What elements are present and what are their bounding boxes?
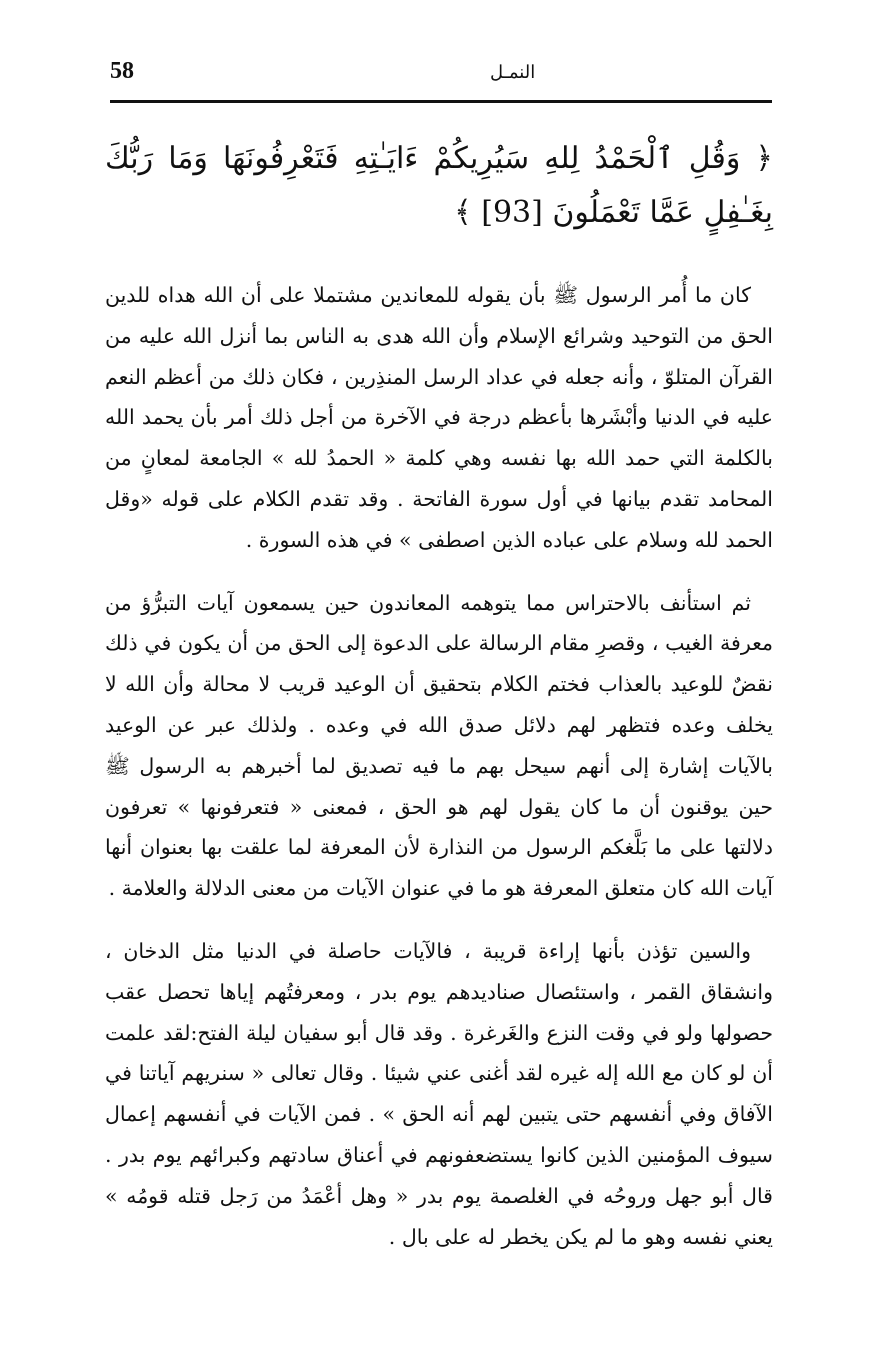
page-header bbox=[110, 58, 772, 96]
commentary-body bbox=[105, 275, 773, 1257]
paragraph-1: كان ما أُمر الرسول ﷺ بأن يقوله للمعاندين مشتملا على أن الله هداه للدين الحق من التوحيد وشرائع الإسلام وأن الله هدى به الناس بما أنزل الله عليه من القرآن المتلوّ ، وأنه جعله في عداد الرسل المنذِرين ، فكان ذلك من أعظم النعم عليه في الدنيا وأبْشَرها بأعظم درجة في الآخرة من أجل ذلك أمر بأن يحمد الله بالكلمة التي حمد الله بها نفسه وهي كلمة « الحمدُ لله » الجامعة لمعانٍ من المحامد تقدم بيانها في أول سورة الفاتحة . وقد تقدم الكلام على قوله «وقل الحمد لله وسلام على عباده الذين اصطفى » في هذه السورة . bbox=[105, 283, 773, 552]
page-number: 58 bbox=[110, 58, 134, 84]
header-rule bbox=[110, 100, 772, 103]
quran-verse: ﴿ وَقُلِ ٱلْحَمْدُ لِلهِ سَيُرِيكُمْ ءَايَـٰتِهِ فَتَعْرِفُونَهَا وَمَا رَبُّكَ بِغَـٰفِلٍ عَمَّا تَعْمَلُونَ [93] ﴾ bbox=[105, 141, 773, 230]
paragraph-3: والسين تؤذن بأنها إراءة قريبة ، فالآيات حاصلة في الدنيا مثل الدخان ، وانشقاق القمر ، واستئصال صناديدهم يوم بدر ، ومعرفتُهم إياها تحصل عقب حصولها ولو في وقت النزع والغَرغرة . وقد قال أبو سفيان ليلة الفتح:لقد علمت أن لو كان مع الله إله غيره لقد أغنى عني شيئا . وقال تعالى « سنريهم آياتنا في الآفاق وفي أنفسهم حتى يتبين لهم أنه الحق » . فمن الآيات في أنفسهم إعمال سيوف المؤمنين الذين كانوا يستضعفونهم في أعناق سادتهم وكبرائهم يوم بدر . قال أبو جهل وروحُه في الغلصمة يوم بدر « وهل أعْمَدُ من رَجل قتله قومُه » يعني نفسه وهو ما لم يكن يخطر له على بال . bbox=[105, 938, 773, 1249]
paragraph-2: ثم استأنف بالاحتراس مما يتوهمه المعاندون حين يسمعون آيات التبرُّؤ من معرفة الغيب ، وقصرِ مقام الرسالة على الدعوة إلى الحق من أن يكون في ذلك نقضٌ للوعيد بالعذاب فختم الكلام بتحقيق أن الوعيد قريب لا محالة وأن الله لا يخلف وعده فتظهر لهم دلائل صدق الله في وعده . ولذلك عبر عن الوعيد بالآيات إشارة إلى أنهم سيحل بهم ما فيه تصديق لما أخبرهم به الرسول ﷺ حين يوقنون أن ما كان يقول لهم هو الحق ، فمعنى « فتعرفونها » تعرفون دلالتها على ما بَلَّغكم الرسول من النذارة لأن المعرفة لما علقت بها بعنوان أنها آيات الله كان متعلق المعرفة هو ما في عنوان الآيات من معنى الدلالة والعلامة . bbox=[105, 590, 773, 901]
running-title: النمـل bbox=[490, 62, 536, 83]
